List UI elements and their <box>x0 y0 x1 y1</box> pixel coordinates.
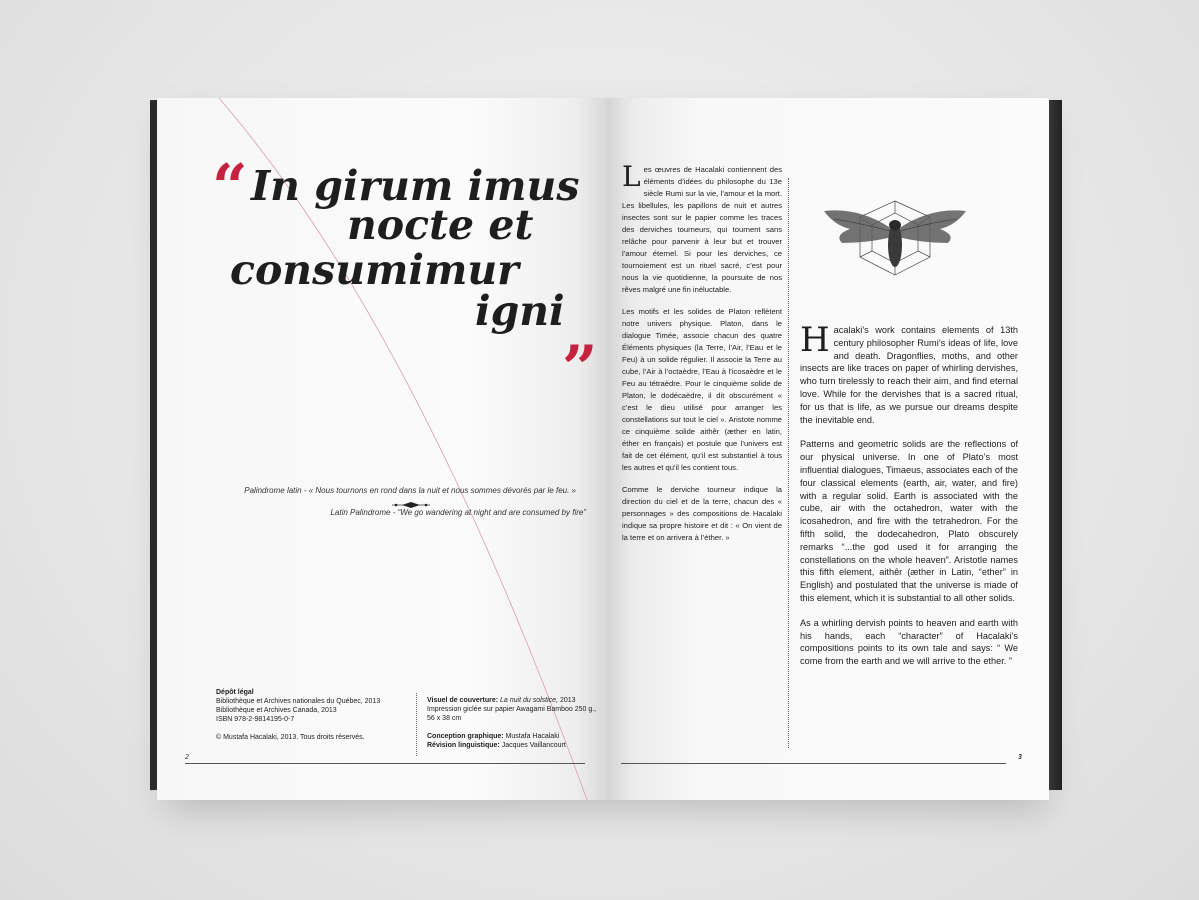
design-label: Conception graphique: <box>427 733 504 740</box>
footer-rule-left <box>185 763 585 764</box>
page-number-right: 3 <box>1018 754 1022 761</box>
column-divider <box>788 178 789 748</box>
cover-year: 2013 <box>559 697 576 704</box>
legal-deposit-line: Bibliothèque et Archives nationales du Québec, 2013 <box>216 698 381 705</box>
moth-dodecahedron-icon <box>820 199 970 279</box>
copyright: © Mustafa Hacalaki, 2013. Tous droits réservés. <box>216 734 365 741</box>
french-paragraph-2: Les motifs et les solides de Platon reflètent notre univers physique. Platon, dans le dialogue Timée, associe chacun des quatre Éléments physiques (la Terre, l’Air, l’Eau et le Feu) à un solide régulier. Il associe la Terre au cube, l’Air à l’octaèdre, l’Eau à l’icosaèdre et le Feu au tétraèdre. Pour le cinquième solide de Platon, le dodécaèdre, il dit obscurément « c’est le dieu utilisé pour arranger les constellations sur tout le ciel ». Aristote nomme ce cinquième solide aithêr (æther en latin, éther en français) et postule que l’univers est fait de cet élément, qu’il est substantiel à tous les autres et qu’il les contient tous. <box>622 307 782 472</box>
quote-line-2: nocte et <box>347 201 534 249</box>
english-drop-cap: H <box>800 320 830 360</box>
right-page <box>607 98 1049 800</box>
close-quote-mark: „ <box>563 296 599 369</box>
page-number-left: 2 <box>185 754 189 761</box>
cover-title: La nuit du solstice, <box>500 697 559 704</box>
english-paragraph-3: As a whirling dervish points to heaven and earth with his hands, each “character” of Hacalaki’s compositions points to its own tale and says: “ We come from the earth and we will arrive to the ether. ” <box>800 617 1018 667</box>
french-paragraph-1-text: es œuvres de Hacalaki contiennent des éléments d’idées du philosophe du 13e siècle Rumi sur la vie, l’amour et la mort. Les libellules, les papillons de nuit et autres insectes sont sur le papier comme les traces des derviches tourneurs, qui tournent sans relâche pour parvenir à leur but et trouver l’amour éternel. Si pour les derviches, ce tournoiement est un rituel sacré, c’est pour nous la vie quotidienne, la poursuite de nos rêves malgré une fin inéluctable. <box>622 165 782 294</box>
french-paragraph-3: Comme le derviche tourneur indique la direction du ciel et de la terre, chacun des « personnages » des compositions de Hacalaki indique sa propre histoire et dit : « On vient de la terre et on arrivera à l’éther. » <box>622 485 782 542</box>
cover-credit <box>427 696 597 705</box>
quote-line-1: In girum imus <box>251 162 580 210</box>
french-drop-cap: L <box>622 160 641 193</box>
legal-deposit-heading: Dépôt légal <box>216 689 254 696</box>
print-line: Impression giclée sur papier Awagami Bamboo 250 g., <box>427 706 597 713</box>
artwork-size: 56 x 38 cm <box>427 715 462 722</box>
left-page <box>157 98 607 800</box>
english-paragraph-1 <box>800 320 1018 426</box>
quote-line-3: consumimur <box>230 246 519 294</box>
english-paragraph-1-text: acalaki’s work contains elements of 13th century philosopher Rumi’s ideas of life, love and death. Dragonflies, moths, and other insects are like traces on paper of whirling dervishes, who turn tirelessly to reach their aim, and find eternal love. While for the dervishes that is a sacred ritual, for us that is life, as we pursue our dreams despite the inevitable end. <box>800 325 1018 425</box>
quote-line-4: igni <box>475 287 565 335</box>
french-column <box>622 160 782 554</box>
colophon-divider <box>416 693 417 756</box>
revision-credit <box>427 741 597 750</box>
revision-name: Jacques Vaillancourt <box>501 742 566 749</box>
cover-label: Visuel de couverture: <box>427 697 499 704</box>
legal-deposit-line: Bibliothèque et Archives Canada, 2013 <box>216 707 337 714</box>
isbn: ISBN 978-2-9814195-0-7 <box>216 716 295 723</box>
design-credit <box>427 732 597 741</box>
palindrome-english: Latin Palindrome - “We go wandering at night and are consumed by fire” <box>330 508 586 517</box>
footer-rule-right <box>621 763 1006 764</box>
english-paragraph-2: Patterns and geometric solids are the reflections of our physical universe. In one of Plato’s most influential dialogues, Timaeus, associates each of the four classical elements (earth, air, water, and fire) with a regular solid. Earth is associated with the cube, air with the octahedron, water with the icosahedron, and fire with the tetrahedron. For the fifth solid, the dodecahedron, Plato obscurely remarks “...the god used it for arranging the constellations on the whole heaven”. Aristotle names this fifth element, aithêr (æther in Latin, “ether” in English) and postulated that the universe is made of this element, which it is substantial to all other solids. <box>800 439 1018 603</box>
french-paragraph-1 <box>622 160 782 296</box>
legal-deposit-block <box>216 688 412 742</box>
revision-label: Révision linguistique: <box>427 742 500 749</box>
design-name: Mustafa Hacalaki <box>505 733 560 740</box>
credits-block <box>427 696 597 750</box>
open-quote-mark: “ <box>212 150 248 223</box>
english-column <box>800 320 1018 680</box>
palindrome-french: Palindrome latin - « Nous tournons en rond dans la nuit et nous sommes dévorés par le feu. » <box>244 486 576 495</box>
